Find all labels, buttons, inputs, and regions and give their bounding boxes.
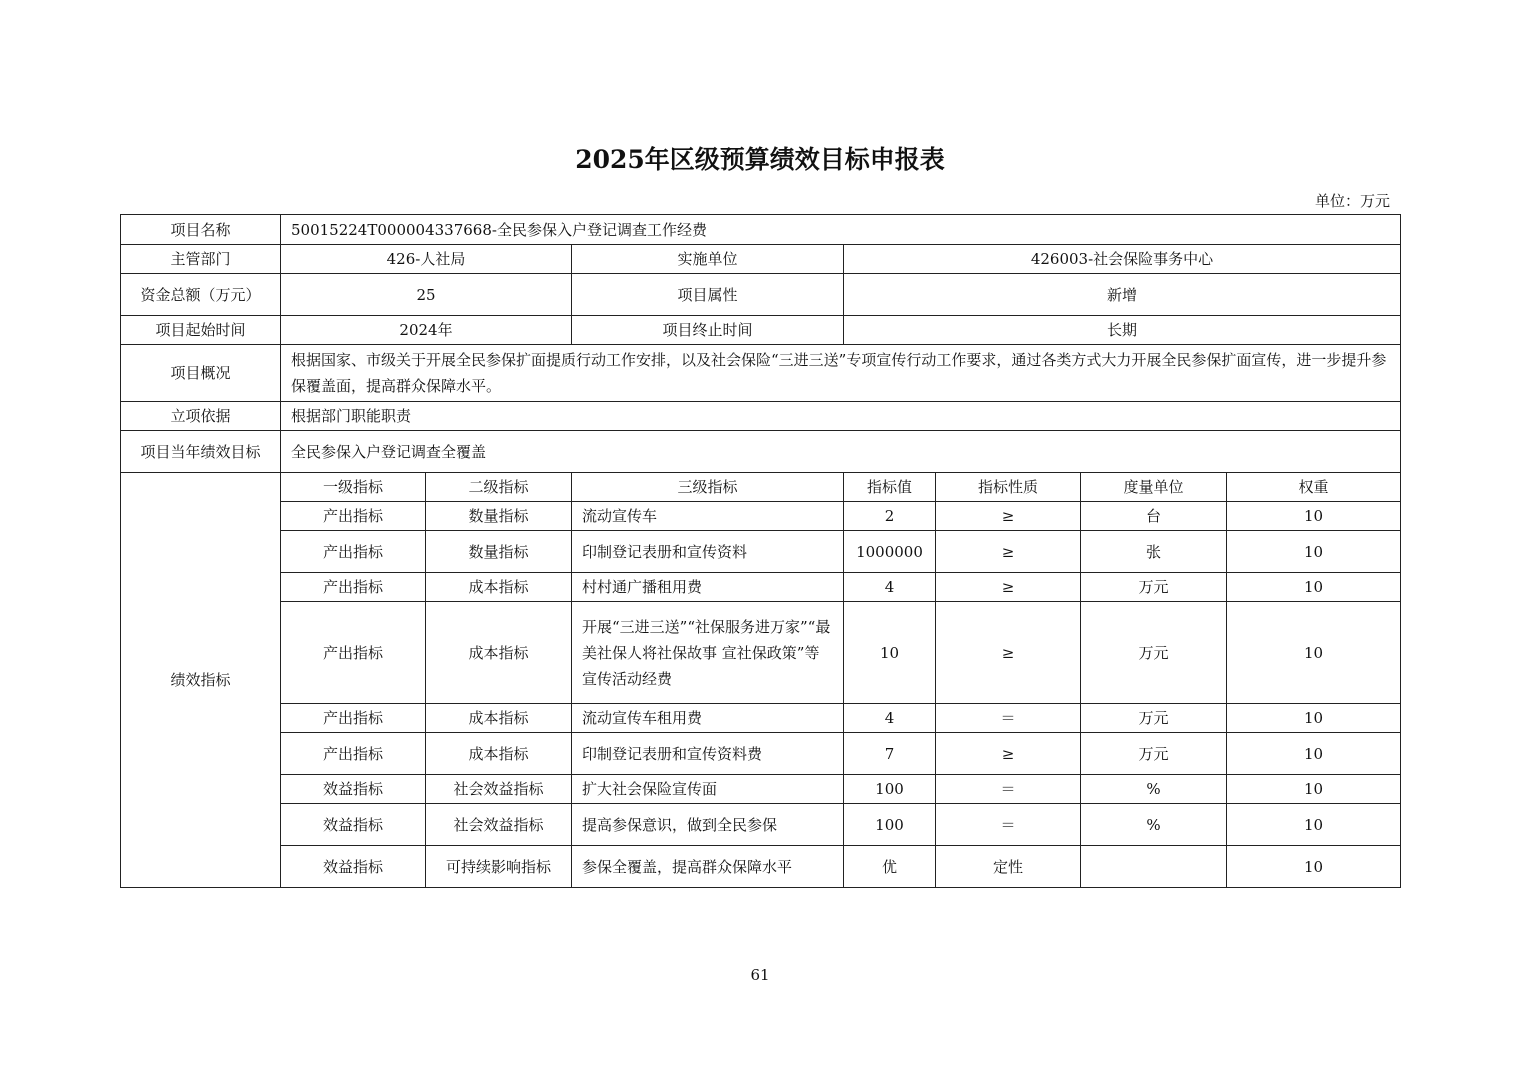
label-indicators: 绩效指标 xyxy=(121,473,281,888)
value-department: 426-人社局 xyxy=(281,245,572,274)
cell-measure-unit: 万元 xyxy=(1081,733,1227,775)
label-total-funds: 资金总额（万元） xyxy=(121,274,281,316)
cell-nature: ＝ xyxy=(936,775,1081,804)
value-project-attr: 新增 xyxy=(844,274,1401,316)
label-impl-unit: 实施单位 xyxy=(572,245,844,274)
value-start-time: 2024年 xyxy=(281,316,572,345)
label-basis: 立项依据 xyxy=(121,402,281,431)
cell-measure-unit: 台 xyxy=(1081,502,1227,531)
header-level1: 一级指标 xyxy=(281,473,426,502)
cell-target-value: 4 xyxy=(844,573,936,602)
cell-weight: 10 xyxy=(1227,502,1401,531)
cell-target-value: 7 xyxy=(844,733,936,775)
table-row xyxy=(121,602,1401,704)
cell-target-value: 2 xyxy=(844,502,936,531)
cell-weight: 10 xyxy=(1227,775,1401,804)
cell-measure-unit: 张 xyxy=(1081,531,1227,573)
cell-measure-unit xyxy=(1081,846,1227,888)
cell-level3: 流动宣传车租用费 xyxy=(572,704,844,733)
cell-nature: ≥ xyxy=(936,573,1081,602)
value-annual-goal: 全民参保入户登记调查全覆盖 xyxy=(281,431,1401,473)
cell-target-value: 10 xyxy=(844,602,936,704)
cell-nature: 定性 xyxy=(936,846,1081,888)
table-row xyxy=(121,531,1401,573)
cell-level2: 成本指标 xyxy=(426,704,572,733)
header-measure-unit: 度量单位 xyxy=(1081,473,1227,502)
cell-level3: 扩大社会保险宣传面 xyxy=(572,775,844,804)
label-overview: 项目概况 xyxy=(121,345,281,402)
table-row xyxy=(121,502,1401,531)
header-target-value: 指标值 xyxy=(844,473,936,502)
cell-measure-unit: % xyxy=(1081,804,1227,846)
row-overview xyxy=(121,345,1401,402)
cell-weight: 10 xyxy=(1227,531,1401,573)
table-row xyxy=(121,775,1401,804)
cell-measure-unit: 万元 xyxy=(1081,573,1227,602)
cell-level1: 产出指标 xyxy=(281,704,426,733)
table-row xyxy=(121,804,1401,846)
cell-level2: 社会效益指标 xyxy=(426,804,572,846)
budget-performance-table xyxy=(120,214,1401,888)
cell-nature: ≥ xyxy=(936,502,1081,531)
cell-nature: ＝ xyxy=(936,804,1081,846)
cell-weight: 10 xyxy=(1227,804,1401,846)
cell-level1: 产出指标 xyxy=(281,573,426,602)
cell-weight: 10 xyxy=(1227,602,1401,704)
table-row xyxy=(121,846,1401,888)
cell-weight: 10 xyxy=(1227,704,1401,733)
row-funds xyxy=(121,274,1401,316)
cell-level3: 提高参保意识，做到全民参保 xyxy=(572,804,844,846)
cell-target-value: 4 xyxy=(844,704,936,733)
cell-level3: 印制登记表册和宣传资料 xyxy=(572,531,844,573)
row-annual-goal xyxy=(121,431,1401,473)
value-overview: 根据国家、市级关于开展全民参保扩面提质行动工作安排，以及社会保险“三进三送”专项宣传行动工作要求，通过各类方式大力开展全民参保扩面宣传，进一步提升参保覆盖面，提高群众保障水平。 xyxy=(281,345,1401,402)
unit-label: 单位：万元 xyxy=(1314,192,1390,210)
cell-level3: 开展“三进三送”“社保服务进万家”“最美社保人将社保故事 宣社保政策”等宣传活动经费 xyxy=(572,602,844,704)
cell-measure-unit: 万元 xyxy=(1081,704,1227,733)
indicator-header-row xyxy=(121,473,1401,502)
header-weight: 权重 xyxy=(1227,473,1401,502)
cell-level2: 社会效益指标 xyxy=(426,775,572,804)
label-end-time: 项目终止时间 xyxy=(572,316,844,345)
cell-level3: 村村通广播租用费 xyxy=(572,573,844,602)
row-project-name xyxy=(121,215,1401,245)
label-project-attr: 项目属性 xyxy=(572,274,844,316)
row-department xyxy=(121,245,1401,274)
label-start-time: 项目起始时间 xyxy=(121,316,281,345)
cell-target-value: 优 xyxy=(844,846,936,888)
cell-level1: 产出指标 xyxy=(281,733,426,775)
cell-weight: 10 xyxy=(1227,573,1401,602)
row-time xyxy=(121,316,1401,345)
cell-level3: 印制登记表册和宣传资料费 xyxy=(572,733,844,775)
cell-measure-unit: 万元 xyxy=(1081,602,1227,704)
table-row xyxy=(121,733,1401,775)
cell-level2: 成本指标 xyxy=(426,573,572,602)
cell-measure-unit: % xyxy=(1081,775,1227,804)
cell-nature: ＝ xyxy=(936,704,1081,733)
cell-level2: 数量指标 xyxy=(426,502,572,531)
header-nature: 指标性质 xyxy=(936,473,1081,502)
page-title: 2025年区级预算绩效目标申报表 xyxy=(575,145,945,174)
value-end-time: 长期 xyxy=(844,316,1401,345)
cell-level2: 成本指标 xyxy=(426,602,572,704)
value-total-funds: 25 xyxy=(281,274,572,316)
cell-level2: 可持续影响指标 xyxy=(426,846,572,888)
label-department: 主管部门 xyxy=(121,245,281,274)
header-level2: 二级指标 xyxy=(426,473,572,502)
cell-nature: ≥ xyxy=(936,602,1081,704)
cell-level1: 产出指标 xyxy=(281,502,426,531)
cell-target-value: 100 xyxy=(844,804,936,846)
label-annual-goal: 项目当年绩效目标 xyxy=(121,431,281,473)
page-number: 61 xyxy=(750,966,770,984)
cell-target-value: 100 xyxy=(844,775,936,804)
cell-nature: ≥ xyxy=(936,733,1081,775)
cell-level1: 效益指标 xyxy=(281,846,426,888)
header-level3: 三级指标 xyxy=(572,473,844,502)
cell-target-value: 1000000 xyxy=(844,531,936,573)
label-project-name: 项目名称 xyxy=(121,215,281,245)
row-basis xyxy=(121,402,1401,431)
value-basis: 根据部门职能职责 xyxy=(281,402,1401,431)
table-row xyxy=(121,704,1401,733)
cell-level1: 产出指标 xyxy=(281,602,426,704)
cell-level3: 流动宣传车 xyxy=(572,502,844,531)
cell-level2: 数量指标 xyxy=(426,531,572,573)
value-impl-unit: 426003-社会保险事务中心 xyxy=(844,245,1401,274)
cell-level2: 成本指标 xyxy=(426,733,572,775)
table-row xyxy=(121,573,1401,602)
cell-level3: 参保全覆盖，提高群众保障水平 xyxy=(572,846,844,888)
cell-weight: 10 xyxy=(1227,733,1401,775)
cell-level1: 效益指标 xyxy=(281,775,426,804)
cell-level1: 效益指标 xyxy=(281,804,426,846)
cell-weight: 10 xyxy=(1227,846,1401,888)
cell-level1: 产出指标 xyxy=(281,531,426,573)
cell-nature: ≥ xyxy=(936,531,1081,573)
value-project-name: 50015224T000004337668-全民参保入户登记调查工作经费 xyxy=(281,215,1401,245)
table-body xyxy=(121,215,1401,888)
